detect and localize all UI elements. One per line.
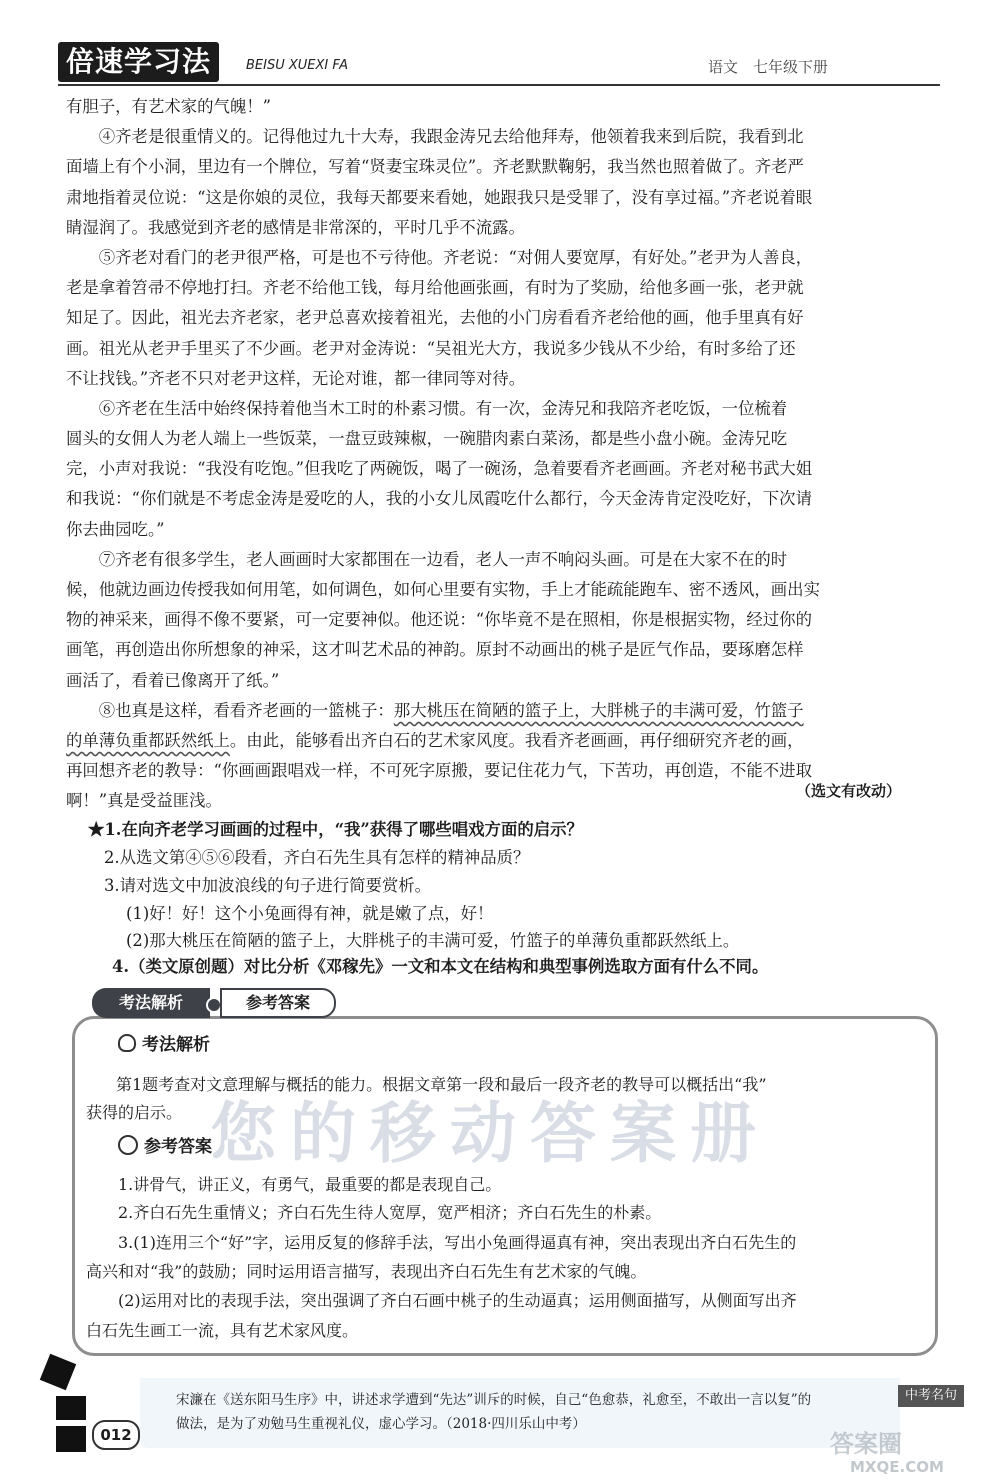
tab-analysis: 考法解析 [92,988,210,1018]
p8-rest: 。由此，能够看出齐白石的艺术家风度。我看齐老画画，再仔细研究齐老的画， [229,730,804,750]
answer-3-1: 3.(1)连用三个“好”字，运用反复的修辞手法，写出小兔画得逼真有神，突出表现出齐白石先生的 [118,1233,797,1252]
article-line: ⑦齐老有很多学生，老人画画时大家都围在一边看，老人一声不响闷头画。可是在大家不在的时 [66,549,788,569]
corner-decoration [40,1354,76,1390]
article-line [66,696,942,726]
analysis-heading-label: 考法解析 [142,1035,210,1055]
article-line: 画活了，看着已像离开了纸。” [66,670,280,690]
answer-heading [118,1132,212,1157]
header-rule [58,84,940,86]
article-line: 画。祖光从老尹手里买了不少画。老尹对金涛说：“吴祖光大方，我说多少钱从不少给，有时多给了还 [66,338,796,358]
analysis-text: 第1题考查对文意理解与概括的能力。根据文章第一段和最后一段齐老的教导可以概括出“我” [116,1075,767,1094]
lightbulb-icon [118,1034,136,1052]
book-logo: 倍速学习法 [58,42,219,82]
p8-wavy-sentence: 那大桃压在简陋的篮子上，大胖桃子的丰满可爱，竹篮子 [393,700,804,720]
article-line: 物的神采来，画得不像不要紧，可一定要神似。他还说：“你毕竟不是在照相，你是根据实物，经过你的 [66,610,812,630]
site-stamp-url: MXQE.COM [850,1458,944,1476]
article-line: 老是拿着笤帚不停地打扫。齐老不给他工钱，每月给他画张画，有时为了奖励，给他多画一张，老尹就 [66,278,804,298]
answer-tabs [92,988,342,1018]
article-line: 再回想齐老的教导：“你画画跟唱戏一样，不可死字原搬，要记住花力气，下苦功，再创造，不能不进取 [66,761,812,781]
page-number: 012 [92,1420,140,1450]
p8-wavy-sentence-cont: 的单薄负重都跃然纸上 [66,730,230,750]
p8-start: ⑧也真是这样，看看齐老画的一篮桃子： [66,700,394,720]
corner-decoration [56,1396,86,1420]
tab-answer: 参考答案 [220,988,336,1018]
watermark: 您的移动答案册 [210,1095,770,1172]
corner-decoration [56,1426,86,1452]
question-3: 3.请对选文中加波浪线的句子进行简要赏析。 [104,876,432,895]
question-3-2: (2)那大桃压在简陋的篮子上，大胖桃子的丰满可爱，竹篮子的单薄负重都跃然纸上。 [126,931,740,950]
analysis-text: 获得的启示。 [86,1103,183,1122]
footer-quote-cont: 做法，是为了劝勉马生重视礼仪，虚心学习。（2018·四川乐山中考） [176,1416,586,1432]
subject-grade-label: 语文 七年级下册 [708,58,829,76]
article-line: 和我说：“你们就是不考虑金涛是爱吃的人，我的小女儿凤霞吃什么都行，今天金涛肯定没吃好，下次请 [66,489,812,509]
analysis-heading [118,1030,210,1055]
article-line [66,726,942,756]
answer-3-2: (2)运用对比的表现手法，突出强调了齐白石画中桃子的生动逼真；运用侧面描写，从侧面写出齐 [118,1291,797,1310]
audio-wave-icon [118,1135,138,1155]
book-logo-pinyin: BEISU XUEXI FA [246,58,348,73]
answer-3-2-cont: 白石先生画工一流，具有艺术家风度。 [86,1321,359,1340]
article-line: 完，小声对我说：“我没有吃饱。”但我吃了两碗饭，喝了一碗汤，急着要看齐老画画。齐老对秘书武大姐 [66,459,813,479]
question-1: ★1.在向齐老学习画画的过程中，“我”获得了哪些唱戏方面的启示？ [88,820,583,839]
article-line: ④齐老是很重情义的。记得他过九十大寿，我跟金涛兄去给他拜寿，他领着我来到后院，我看到北 [66,127,804,147]
article-line: 画笔，再创造出你所想象的神采，这才叫艺术品的神韵。原封不动画出的桃子是匠气作品，要琢磨怎样 [66,640,804,660]
answer-heading-label: 参考答案 [144,1137,212,1157]
question-2: 2.从选文第④⑤⑥段看，齐白石先生具有怎样的精神品质？ [104,848,530,867]
article-line: ⑥齐老在生活中始终保持着他当木工时的朴素习惯。有一次，金涛兄和我陪齐老吃饭，一位梳着 [66,398,788,418]
article-line: 你去曲园吃。” [66,519,165,539]
site-stamp: 答案圈 [830,1430,902,1458]
article-line: 有胆子，有艺术家的气魄！” [66,97,272,116]
article-line: 候，他就边画边传授我如何用笔，如何调色，如何心里要有实物，手上才能疏能跑车、密不透风，画出实 [66,580,820,599]
answer-2: 2.齐白石先生重情义；齐白石先生待人宽厚，宽严相济；齐白石先生的朴素。 [118,1203,662,1222]
footer-tag: 中考名句 [898,1385,964,1407]
article-body [66,92,942,817]
article-line: 面墙上有个小洞，里边有一个牌位，写着“贤妻宝珠灵位”。齐老默默鞠躬，我当然也照着做了。齐老严 [66,157,804,177]
source-note: （选文有改动） [796,782,902,800]
answer-3-1-cont: 高兴和对“我”的鼓励；同时运用语言描写，表现出齐白石先生有艺术家的气魄。 [86,1262,647,1281]
article-line: 不让找钱。”齐老不只对老尹这样，无论对谁，都一律同等对待。 [66,368,526,388]
article-line: 肃地指着灵位说：“这是你娘的灵位，我每天都要来看她，她跟我只是受罪了，没有享过福。”齐老说着眼 [66,187,813,207]
article-line: 知足了。因此，祖光去齐老家，老尹总喜欢接着祖光，去他的小门房看看齐老给他的画，他手里真有好 [66,308,804,328]
answer-1: 1.讲骨气，讲正义，有勇气，最重要的都是表现自己。 [118,1175,502,1194]
footer-quote: 宋濂在《送东阳马生序》中，讲述求学遭到“先达”训斥的时候，自己“色愈恭，礼愈至，不敢出一言以复”的 [176,1392,812,1408]
question-3-1: (1)好！好！这个小兔画得有神，就是嫩了点，好！ [126,904,494,923]
question-4: 4.（类文原创题）对比分析《邓稼先》一文和本文在结构和典型事例选取方面有什么不同。 [112,957,769,976]
article-line: 圆头的女佣人为老人端上一些饭菜，一盘豆豉辣椒，一碗腊肉素白菜汤，都是些小盘小碗。金涛兄吃 [66,429,788,449]
article-line: 啊！”真是受益匪浅。 [66,791,222,811]
article-line: 睛湿润了。我感觉到齐老的感情是非常深的，平时几乎不流露。 [66,217,525,237]
article-line: ⑤齐老对看门的老尹很严格，可是也不亏待他。齐老说：“对佣人要宽厚，有好处。”老尹为人善良， [66,247,813,267]
